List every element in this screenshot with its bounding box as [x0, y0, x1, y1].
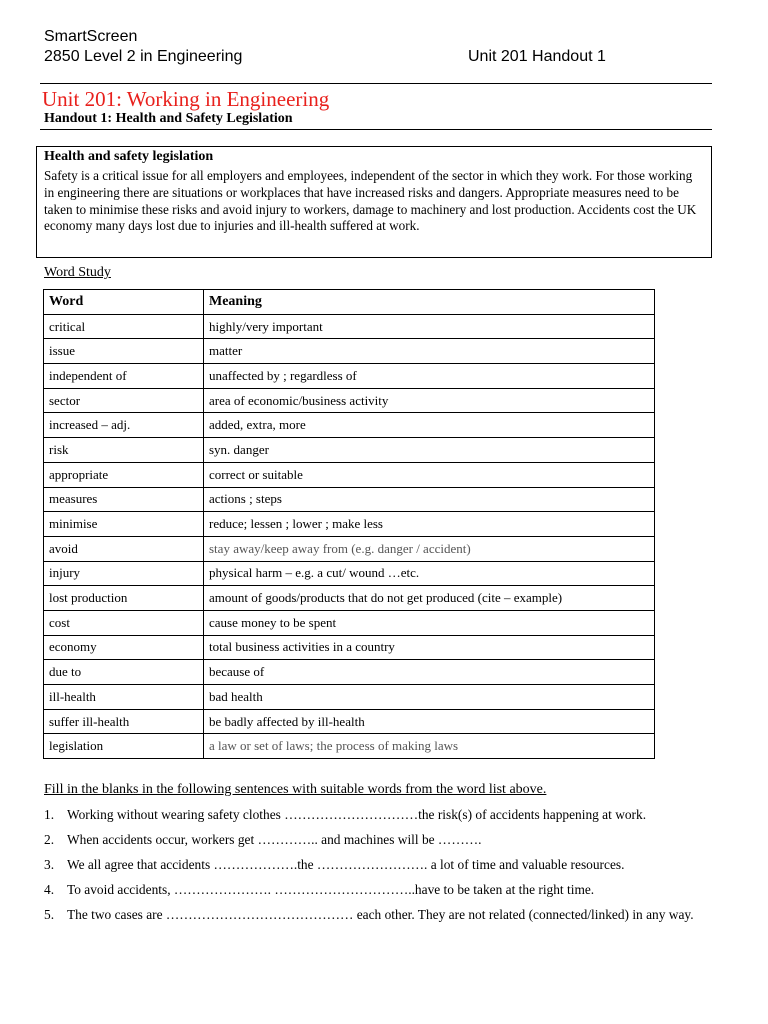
word-cell: legislation — [44, 734, 204, 759]
meaning-cell: cause money to be spent — [204, 610, 655, 635]
word-cell: issue — [44, 339, 204, 364]
table-row — [44, 339, 655, 364]
word-cell: injury — [44, 561, 204, 586]
list-item — [44, 832, 708, 848]
unit-reference: Unit 201 Handout 1 — [468, 48, 606, 65]
meaning-cell: syn. danger — [204, 438, 655, 463]
meaning-cell: amount of goods/products that do not get produced (cite – example) — [204, 586, 655, 611]
meaning-cell: added, extra, more — [204, 413, 655, 438]
word-cell: due to — [44, 660, 204, 685]
table-row — [44, 487, 655, 512]
word-cell: measures — [44, 487, 204, 512]
word-cell: ill-health — [44, 685, 204, 710]
word-cell: cost — [44, 610, 204, 635]
word-cell: critical — [44, 314, 204, 339]
list-item — [44, 807, 708, 823]
item-text: Working without wearing safety clothes …………………………the risk(s) of accidents happening at work. — [67, 807, 647, 822]
intro-heading: Health and safety legislation — [44, 149, 214, 164]
item-number: 1. — [44, 807, 55, 822]
table-row — [44, 610, 655, 635]
word-study-table — [43, 289, 655, 759]
item-number: 2. — [44, 832, 55, 847]
intro-box — [36, 146, 712, 258]
item-text: To avoid accidents, …………………. …………………………..have to be taken at the right time. — [67, 882, 595, 897]
meaning-cell: actions ; steps — [204, 487, 655, 512]
list-item — [44, 857, 708, 873]
meaning-cell: area of economic/business activity — [204, 388, 655, 413]
word-cell: appropriate — [44, 462, 204, 487]
meaning-cell: correct or suitable — [204, 462, 655, 487]
meaning-cell: highly/very important — [204, 314, 655, 339]
list-item — [44, 907, 708, 923]
list-item — [44, 882, 708, 898]
brand-name: SmartScreen — [44, 28, 138, 45]
meaning-cell: a law or set of laws; the process of making laws — [204, 734, 655, 759]
item-number: 3. — [44, 857, 55, 872]
page-title: Unit 201: Working in Engineering — [42, 87, 330, 111]
item-text: The two cases are …………………………………… each other. They are not related (connected/linked) in any way. — [67, 907, 694, 922]
word-cell: suffer ill-health — [44, 709, 204, 734]
page-subtitle: Handout 1: Health and Safety Legislation — [44, 111, 293, 126]
word-cell: independent of — [44, 364, 204, 389]
meaning-cell: total business activities in a country — [204, 635, 655, 660]
word-cell: increased – adj. — [44, 413, 204, 438]
meaning-cell: physical harm – e.g. a cut/ wound …etc. — [204, 561, 655, 586]
word-cell: avoid — [44, 536, 204, 561]
course-title: 2850 Level 2 in Engineering — [44, 48, 243, 65]
meaning-cell: bad health — [204, 685, 655, 710]
table-row — [44, 413, 655, 438]
item-text: When accidents occur, workers get ………….. and machines will be ………. — [67, 832, 482, 847]
meaning-cell: because of — [204, 660, 655, 685]
meaning-cell: be badly affected by ill-health — [204, 709, 655, 734]
table-row — [44, 388, 655, 413]
word-study-label: Word Study — [44, 265, 111, 280]
table-row — [44, 512, 655, 537]
table-header-row — [44, 290, 655, 315]
table-row — [44, 438, 655, 463]
word-cell: risk — [44, 438, 204, 463]
table-row — [44, 462, 655, 487]
table-row — [44, 561, 655, 586]
item-number: 4. — [44, 882, 55, 897]
meaning-cell: matter — [204, 339, 655, 364]
table-row — [44, 536, 655, 561]
subtitle-divider — [40, 129, 712, 130]
table-row — [44, 709, 655, 734]
table-row — [44, 685, 655, 710]
exercise-list — [44, 807, 708, 923]
word-cell: lost production — [44, 586, 204, 611]
header-divider — [40, 83, 712, 84]
word-cell: minimise — [44, 512, 204, 537]
meaning-cell: unaffected by ; regardless of — [204, 364, 655, 389]
meaning-cell: reduce; lessen ; lower ; make less — [204, 512, 655, 537]
table-row — [44, 660, 655, 685]
word-cell: sector — [44, 388, 204, 413]
item-text: We all agree that accidents ……………….the ……………………. a lot of time and valuable resources. — [67, 857, 625, 872]
item-number: 5. — [44, 907, 55, 922]
fill-in-instruction: Fill in the blanks in the following sentences with suitable words from the word list above. — [44, 782, 547, 797]
column-header-word: Word — [44, 290, 204, 315]
table-row — [44, 364, 655, 389]
table-row — [44, 635, 655, 660]
table-row — [44, 314, 655, 339]
word-cell: economy — [44, 635, 204, 660]
table-row — [44, 734, 655, 759]
table-row — [44, 586, 655, 611]
column-header-meaning: Meaning — [204, 290, 655, 315]
meaning-cell: stay away/keep away from (e.g. danger / accident) — [204, 536, 655, 561]
intro-paragraph: Safety is a critical issue for all employers and employees, independent of the sector in which they work. For those working in engineering there are situations or workplaces that have increased risks and dangers. Appropriate measures need to be taken to minimise these risks and avoid injury to workers, damage to machinery and lost production. Accidents cost the UK economy many days lost due to injuries and ill-health suffered at work. — [44, 168, 697, 234]
